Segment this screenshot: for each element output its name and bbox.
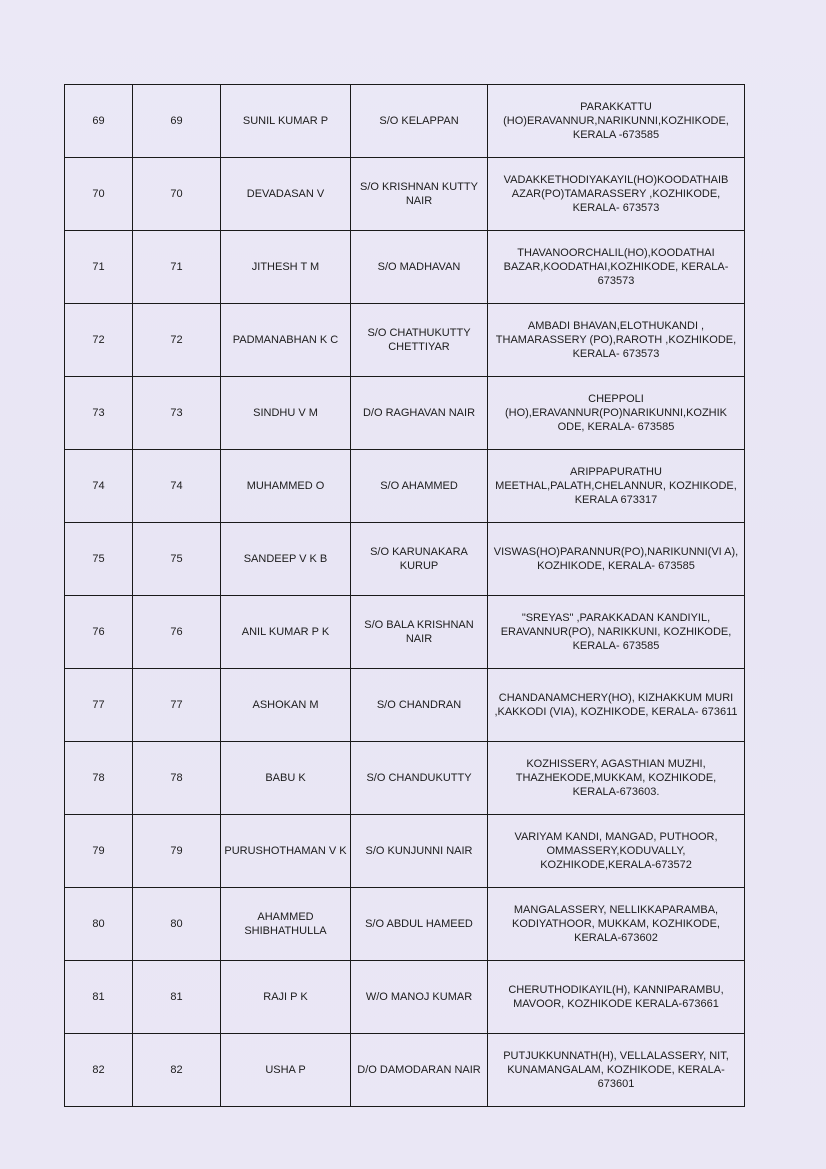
address-cell: CHANDANAMCHERY(HO), KIZHAKKUM MURI ,KAKKODI (VIA), KOZHIKODE, KERALA- 673611: [488, 669, 745, 742]
table-row: [65, 815, 745, 888]
relation-cell: S/O MADHAVAN: [351, 231, 488, 304]
roll-number-cell: 76: [133, 596, 221, 669]
relation-cell: S/O KUNJUNNI NAIR: [351, 815, 488, 888]
address-cell: CHERUTHODIKAYIL(H), KANNIPARAMBU, MAVOOR, KOZHIKODE KERALA-673661: [488, 961, 745, 1034]
name-cell: ANIL KUMAR P K: [221, 596, 351, 669]
name-cell: PADMANABHAN K C: [221, 304, 351, 377]
name-cell: PURUSHOTHAMAN V K: [221, 815, 351, 888]
serial-number-cell: 75: [65, 523, 133, 596]
name-cell: JITHESH T M: [221, 231, 351, 304]
serial-number-cell: 76: [65, 596, 133, 669]
name-cell: USHA P: [221, 1034, 351, 1107]
roll-number-cell: 73: [133, 377, 221, 450]
address-cell: "SREYAS" ,PARAKKADAN KANDIYIL, ERAVANNUR(PO), NARIKKUNI, KOZHIKODE, KERALA- 673585: [488, 596, 745, 669]
relation-cell: S/O CHATHUKUTTY CHETTIYAR: [351, 304, 488, 377]
table-row: [65, 1034, 745, 1107]
relation-cell: S/O ABDUL HAMEED: [351, 888, 488, 961]
roll-number-cell: 82: [133, 1034, 221, 1107]
name-cell: RAJI P K: [221, 961, 351, 1034]
name-cell: MUHAMMED O: [221, 450, 351, 523]
table-row: [65, 450, 745, 523]
roll-number-cell: 70: [133, 158, 221, 231]
table-row: [65, 158, 745, 231]
serial-number-cell: 82: [65, 1034, 133, 1107]
roll-number-cell: 69: [133, 85, 221, 158]
roll-number-cell: 80: [133, 888, 221, 961]
serial-number-cell: 77: [65, 669, 133, 742]
table-row: [65, 377, 745, 450]
relation-cell: S/O KRISHNAN KUTTY NAIR: [351, 158, 488, 231]
roll-number-cell: 77: [133, 669, 221, 742]
address-cell: PUTJUKKUNNATH(H), VELLALASSERY, NIT, KUNAMANGALAM, KOZHIKODE, KERALA- 673601: [488, 1034, 745, 1107]
serial-number-cell: 73: [65, 377, 133, 450]
name-cell: DEVADASAN V: [221, 158, 351, 231]
candidate-table-body: [65, 85, 745, 1107]
name-cell: SINDHU V M: [221, 377, 351, 450]
table-row: [65, 888, 745, 961]
serial-number-cell: 71: [65, 231, 133, 304]
address-cell: MANGALASSERY, NELLIKKAPARAMBA, KODIYATHOOR, MUKKAM, KOZHIKODE, KERALA-673602: [488, 888, 745, 961]
address-cell: CHEPPOLI (HO),ERAVANNUR(PO)NARIKUNNI,KOZHIK ODE, KERALA- 673585: [488, 377, 745, 450]
table-row: [65, 85, 745, 158]
table-row: [65, 596, 745, 669]
relation-cell: S/O AHAMMED: [351, 450, 488, 523]
name-cell: ASHOKAN M: [221, 669, 351, 742]
serial-number-cell: 74: [65, 450, 133, 523]
serial-number-cell: 80: [65, 888, 133, 961]
address-cell: THAVANOORCHALIL(HO),KOODATHAI BAZAR,KOODATHAI,KOZHIKODE, KERALA- 673573: [488, 231, 745, 304]
relation-cell: W/O MANOJ KUMAR: [351, 961, 488, 1034]
table-row: [65, 961, 745, 1034]
table-row: [65, 669, 745, 742]
name-cell: SUNIL KUMAR P: [221, 85, 351, 158]
address-cell: VADAKKETHODIYAKAYIL(HO)KOODATHAIB AZAR(PO)TAMARASSERY ,KOZHIKODE, KERALA- 673573: [488, 158, 745, 231]
relation-cell: S/O KARUNAKARA KURUP: [351, 523, 488, 596]
address-cell: KOZHISSERY, AGASTHIAN MUZHI, THAZHEKODE,MUKKAM, KOZHIKODE, KERALA-673603.: [488, 742, 745, 815]
address-cell: VISWAS(HO)PARANNUR(PO),NARIKUNNI(VI A), KOZHIKODE, KERALA- 673585: [488, 523, 745, 596]
roll-number-cell: 81: [133, 961, 221, 1034]
address-cell: ARIPPAPURATHU MEETHAL,PALATH,CHELANNUR, KOZHIKODE, KERALA 673317: [488, 450, 745, 523]
address-cell: AMBADI BHAVAN,ELOTHUKANDI , THAMARASSERY (PO),RAROTH ,KOZHIKODE, KERALA- 673573: [488, 304, 745, 377]
roll-number-cell: 71: [133, 231, 221, 304]
serial-number-cell: 78: [65, 742, 133, 815]
roll-number-cell: 72: [133, 304, 221, 377]
serial-number-cell: 81: [65, 961, 133, 1034]
serial-number-cell: 69: [65, 85, 133, 158]
table-row: [65, 523, 745, 596]
serial-number-cell: 70: [65, 158, 133, 231]
table-row: [65, 231, 745, 304]
relation-cell: D/O RAGHAVAN NAIR: [351, 377, 488, 450]
address-cell: VARIYAM KANDI, MANGAD, PUTHOOR, OMMASSERY,KODUVALLY, KOZHIKODE,KERALA-673572: [488, 815, 745, 888]
relation-cell: S/O CHANDUKUTTY: [351, 742, 488, 815]
serial-number-cell: 72: [65, 304, 133, 377]
relation-cell: S/O BALA KRISHNAN NAIR: [351, 596, 488, 669]
candidate-table: [64, 84, 745, 1107]
roll-number-cell: 79: [133, 815, 221, 888]
serial-number-cell: 79: [65, 815, 133, 888]
name-cell: AHAMMED SHIBHATHULLA: [221, 888, 351, 961]
name-cell: BABU K: [221, 742, 351, 815]
roll-number-cell: 78: [133, 742, 221, 815]
name-cell: SANDEEP V K B: [221, 523, 351, 596]
relation-cell: D/O DAMODARAN NAIR: [351, 1034, 488, 1107]
table-row: [65, 742, 745, 815]
table-row: [65, 304, 745, 377]
relation-cell: S/O KELAPPAN: [351, 85, 488, 158]
roll-number-cell: 74: [133, 450, 221, 523]
address-cell: PARAKKATTU (HO)ERAVANNUR,NARIKUNNI,KOZHIKODE, KERALA -673585: [488, 85, 745, 158]
relation-cell: S/O CHANDRAN: [351, 669, 488, 742]
roll-number-cell: 75: [133, 523, 221, 596]
